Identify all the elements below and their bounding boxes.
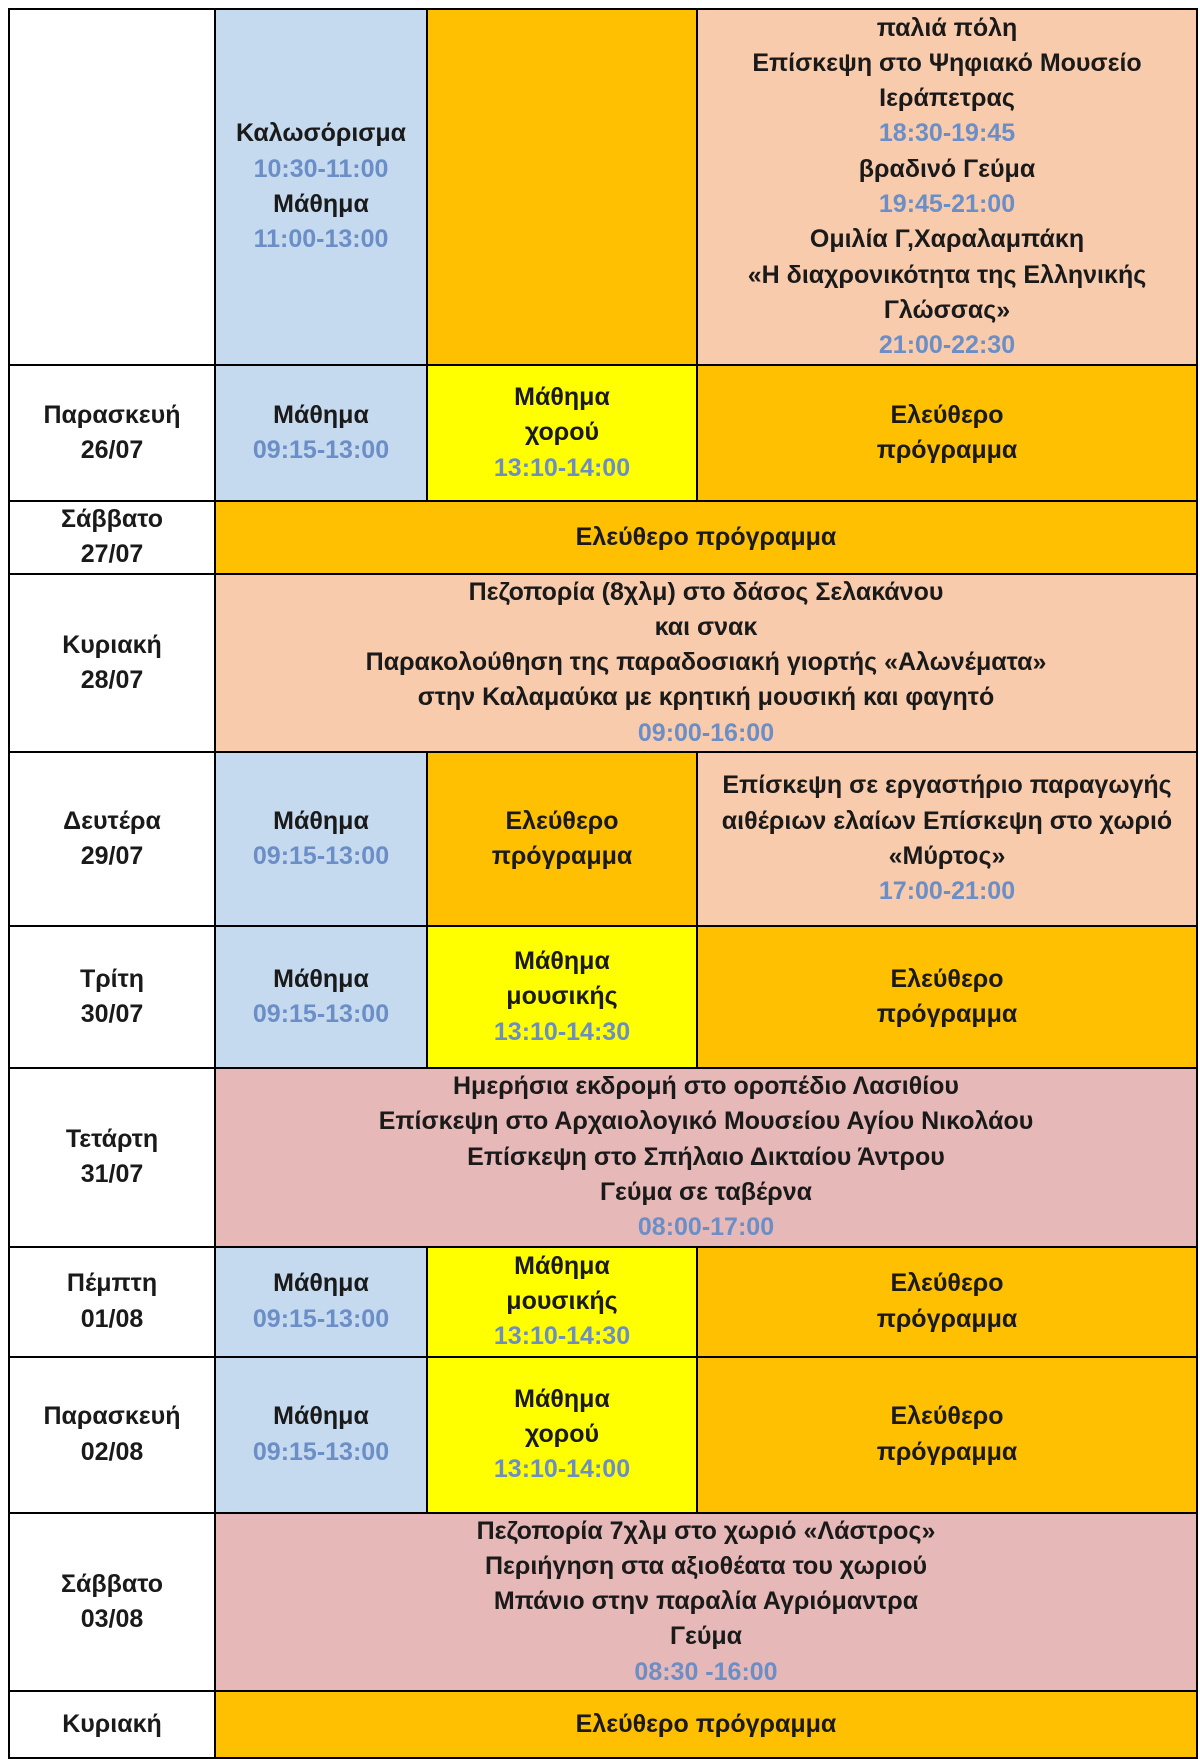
cell-text: Παρασκευή	[43, 1402, 181, 1431]
class-cell	[427, 1357, 697, 1513]
time-range: 13:10-14:00	[493, 453, 631, 482]
cell-text: Ελεύθερο	[505, 806, 619, 835]
activity-cell	[697, 752, 1197, 926]
day-cell	[9, 752, 215, 926]
cell-text: Κυριακή	[62, 630, 162, 659]
cell-text: Μάθημα	[273, 190, 369, 218]
day-cell	[9, 501, 215, 574]
cell-text: αιθέριων ελαίων Επίσκεψη στο χωριό	[721, 806, 1173, 835]
cell-text: Ελεύθερο πρόγραμμα	[575, 522, 837, 551]
cell-text: Ελεύθερο	[890, 400, 1004, 429]
time-range: 09:15-13:00	[252, 1304, 390, 1333]
schedule-body	[9, 9, 1197, 1758]
free-time-cell	[215, 1691, 1197, 1758]
cell-text: Ελεύθερο	[890, 964, 1004, 993]
cell-text: 31/07	[80, 1160, 144, 1189]
cell-text: Πεζοπορία (8χλμ) στο δάσος Σελακάνου	[468, 577, 944, 606]
cell-text: Σάββατο	[61, 505, 163, 533]
free-time-cell	[427, 9, 697, 365]
day-cell	[9, 9, 215, 365]
cell-text: Ομιλία Γ,Χαραλαμπάκη	[809, 225, 1085, 254]
time-range: 10:30-11:00	[253, 154, 389, 183]
free-time-cell	[215, 501, 1197, 574]
time-range: 08:30 -16:00	[634, 1657, 778, 1686]
activity-cell	[215, 574, 1197, 752]
day-cell	[9, 365, 215, 501]
cell-text: Τετάρτη	[65, 1125, 159, 1154]
schedule-table	[8, 8, 1198, 1759]
cell-text: Μάθημα	[273, 400, 369, 429]
cell-text: «Η διαχρονικότητα της Ελληνικής	[747, 260, 1147, 289]
lesson-cell	[215, 752, 427, 926]
schedule-row	[9, 9, 1197, 365]
cell-text: Γεύμα σε ταβέρνα	[599, 1177, 813, 1206]
schedule-row	[9, 1513, 1197, 1691]
time-range: 21:00-22:30	[878, 331, 1016, 360]
cell-text: Επίσκεψη σε εργαστήριο παραγωγής	[722, 771, 1172, 800]
cell-text: Επίσκεψη στο Ψηφιακό Μουσείο	[752, 48, 1142, 77]
cell-text: πρόγραμμα	[876, 1304, 1018, 1333]
time-range: 19:45-21:00	[878, 190, 1016, 218]
free-time-cell	[697, 926, 1197, 1068]
schedule-row	[9, 574, 1197, 752]
free-time-cell	[427, 752, 697, 926]
cell-text: Μάθημα	[273, 1269, 369, 1298]
cell-text: 03/08	[80, 1604, 144, 1633]
cell-text: Μάθημα	[273, 806, 369, 835]
cell-text: Μάθημα	[514, 1251, 610, 1280]
schedule-row	[9, 1068, 1197, 1246]
cell-text: Σάββατο	[61, 1569, 163, 1598]
day-cell	[9, 574, 215, 752]
free-time-cell	[697, 1247, 1197, 1357]
time-range: 09:15-13:00	[252, 842, 390, 871]
day-cell	[9, 1357, 215, 1513]
cell-text: μουσικής	[506, 982, 618, 1011]
cell-text: Μάθημα	[514, 947, 610, 976]
day-cell	[9, 1513, 215, 1691]
cell-text: Γεύμα	[669, 1622, 743, 1651]
time-range: 09:15-13:00	[252, 1000, 390, 1029]
cell-text: Ιεράπετρας	[879, 84, 1015, 113]
time-range: 09:15-13:00	[252, 1437, 390, 1466]
cell-text: Ημερήσια εκδρομή στο οροπέδιο Λασιθίου	[453, 1072, 959, 1101]
cell-text: 28/07	[80, 665, 144, 694]
schedule-row	[9, 752, 1197, 926]
cell-text: χορού	[524, 1419, 600, 1448]
time-range: 08:00-17:00	[637, 1213, 775, 1242]
cell-text: Ελεύθερο	[890, 1269, 1004, 1298]
free-time-cell	[697, 1357, 1197, 1513]
time-range: 18:30-19:45	[878, 119, 1016, 148]
cell-text: Παρακολούθηση της παραδοσιακή γιορτής «Αλωνέματα»	[365, 648, 1047, 677]
day-cell	[9, 1691, 215, 1758]
schedule-row	[9, 501, 1197, 574]
day-cell	[9, 1247, 215, 1357]
cell-text: 02/08	[80, 1437, 144, 1466]
cell-text: Γλώσσας»	[883, 295, 1011, 324]
class-cell	[427, 926, 697, 1068]
day-cell	[9, 926, 215, 1068]
lesson-cell	[215, 9, 427, 365]
lesson-cell	[215, 926, 427, 1068]
cell-text: βραδινό Γεύμα	[858, 154, 1036, 183]
time-range: 09:15-13:00	[252, 436, 390, 464]
schedule-row	[9, 926, 1197, 1068]
cell-text: Μάθημα	[273, 964, 369, 993]
schedule-row	[9, 1691, 1197, 1758]
class-cell	[427, 1247, 697, 1357]
cell-text: Δευτέρα	[63, 806, 161, 835]
lesson-cell	[215, 365, 427, 501]
cell-text: 30/07	[80, 1000, 144, 1029]
cell-text: μουσικής	[506, 1286, 618, 1315]
cell-text: 27/07	[80, 540, 144, 569]
free-time-cell	[697, 365, 1197, 501]
cell-text: «Μύρτος»	[888, 842, 1006, 871]
cell-text: Κυριακή	[62, 1709, 162, 1738]
cell-text: Μάθημα	[514, 1384, 610, 1413]
activity-cell	[215, 1068, 1197, 1246]
cell-text: Μπάνιο στην παραλία Αγριόμαντρα	[493, 1587, 919, 1616]
cell-text: Πέμπτη	[66, 1269, 158, 1298]
cell-text: παλιά πόλη	[876, 13, 1018, 42]
class-cell	[427, 365, 697, 501]
cell-text: 29/07	[80, 842, 144, 871]
cell-text: πρόγραμμα	[491, 842, 633, 871]
cell-text: Μάθημα	[273, 1402, 369, 1431]
lesson-cell	[215, 1357, 427, 1513]
activity-cell	[215, 1513, 1197, 1691]
cell-text: πρόγραμμα	[876, 436, 1018, 464]
day-cell	[9, 1068, 215, 1246]
cell-text: πρόγραμμα	[876, 1437, 1018, 1466]
cell-text: στην Καλαμαύκα με κρητική μουσική και φαγητό	[417, 683, 995, 712]
cell-text: χορού	[524, 418, 600, 447]
time-range: 11:00-13:00	[253, 225, 389, 254]
cell-text: Επίσκεψη στο Σπήλαιο Δικταίου Άντρου	[467, 1142, 945, 1171]
cell-text: 01/08	[80, 1304, 144, 1333]
cell-text: Τρίτη	[79, 964, 145, 993]
cell-text: Περιήγηση στα αξιοθέατα του χωριού	[484, 1551, 928, 1580]
cell-text: 26/07	[80, 436, 144, 464]
cell-text: και σνακ	[654, 612, 758, 641]
cell-text: Ελεύθερο πρόγραμμα	[575, 1709, 837, 1738]
time-range: 13:10-14:00	[493, 1455, 631, 1484]
time-range: 17:00-21:00	[878, 877, 1016, 906]
schedule-row	[9, 365, 1197, 501]
cell-text: πρόγραμμα	[876, 1000, 1018, 1029]
schedule-row	[9, 1357, 1197, 1513]
cell-text: Παρασκευή	[43, 400, 181, 429]
cell-text: Πεζοπορία 7χλμ στο χωριό «Λάστρος»	[476, 1516, 936, 1545]
time-range: 13:10-14:30	[493, 1017, 631, 1046]
cell-text: Καλωσόρισμα	[235, 119, 407, 148]
time-range: 13:10-14:30	[493, 1322, 631, 1351]
cell-text: Μάθημα	[514, 383, 610, 412]
cell-text: Ελεύθερο	[890, 1402, 1004, 1431]
lesson-cell	[215, 1247, 427, 1357]
cell-text: Επίσκεψη στο Αρχαιολογικό Μουσείου Αγίου Νικολάου	[378, 1107, 1034, 1136]
activity-cell	[697, 9, 1197, 365]
time-range: 09:00-16:00	[637, 718, 775, 747]
schedule-row	[9, 1247, 1197, 1357]
